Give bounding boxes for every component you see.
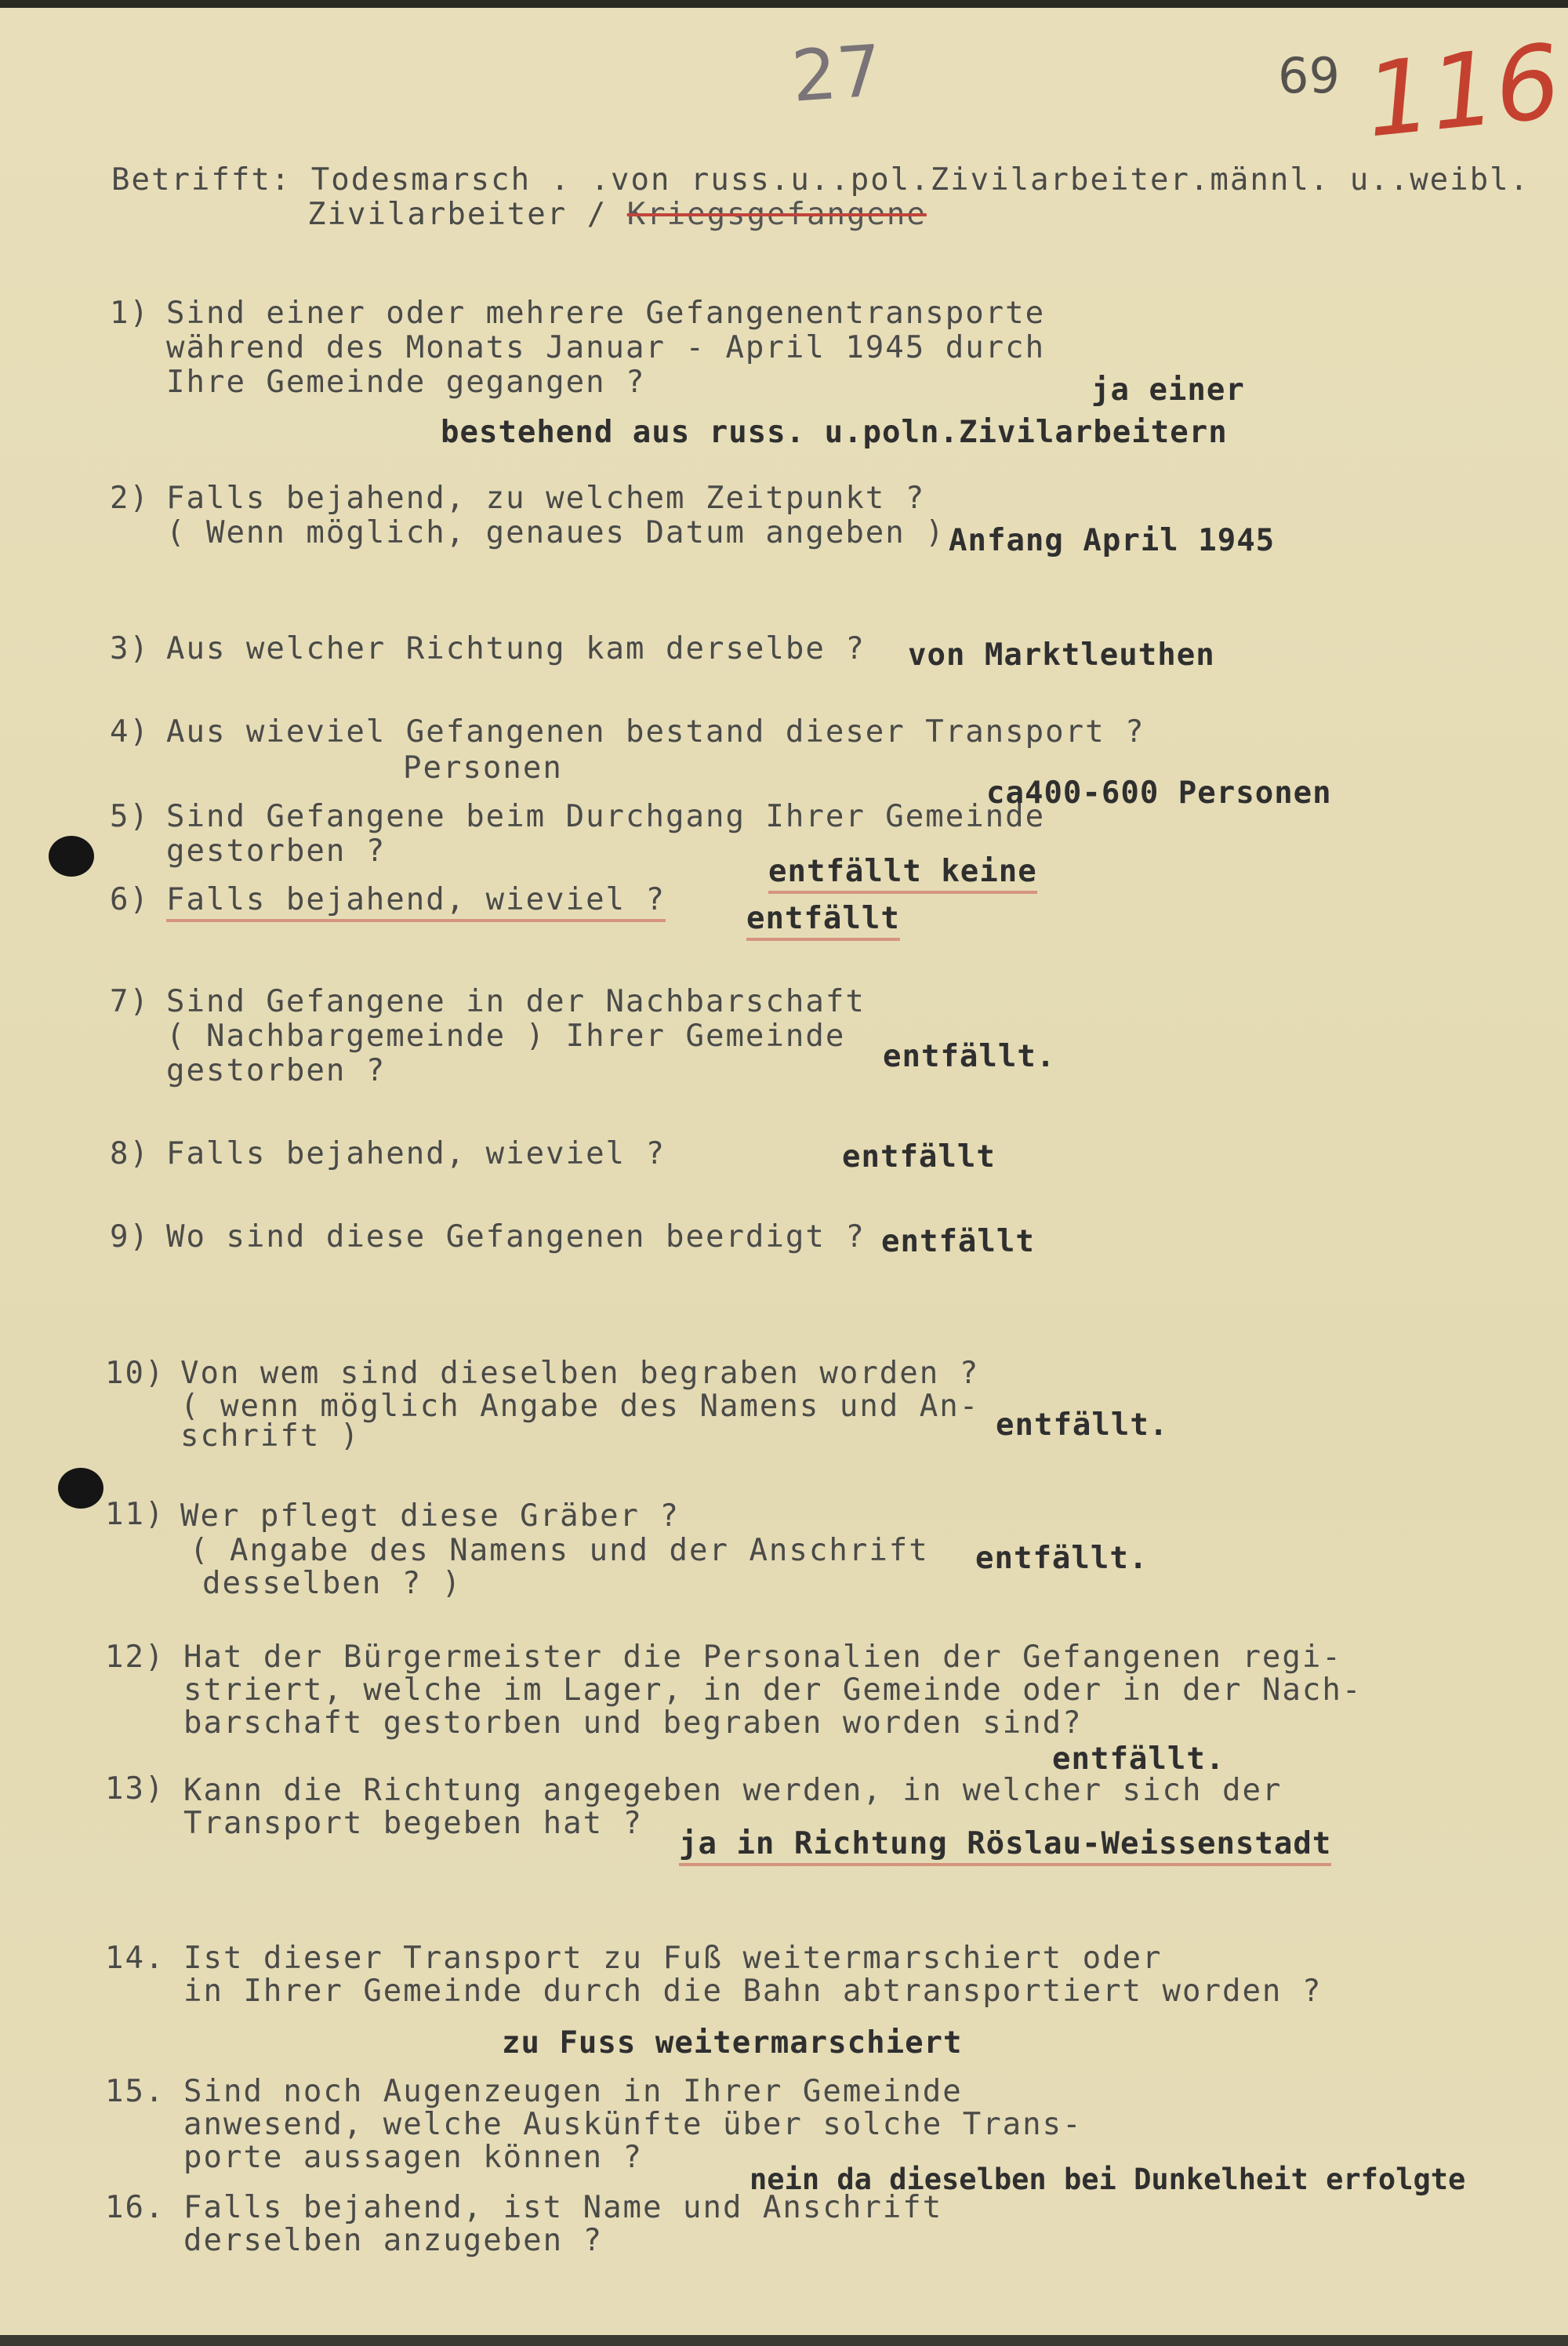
answer-text: entfällt	[746, 902, 900, 941]
answer-text: nein da dieselben bei Dunkelheit erfolgte	[750, 2163, 1466, 2196]
punch-hole-upper	[49, 836, 94, 877]
answer-text: entfällt.	[996, 1407, 1169, 1443]
scan-top-edge	[0, 0, 1568, 8]
question-line: Aus welcher Richtung kam derselbe ?	[166, 631, 866, 666]
answer-text: entfällt.	[883, 1039, 1056, 1074]
question-line: Sind noch Augenzeugen in Ihrer Gemeinde	[183, 2074, 963, 2109]
question-line: gestorben ?	[166, 833, 387, 869]
answer-text: bestehend aus russ. u.poln.Zivilarbeitern	[441, 415, 1228, 450]
question-number: 9)	[110, 1219, 150, 1255]
scan-bottom-edge	[0, 2335, 1568, 2346]
question-line: gestorben ?	[166, 1053, 387, 1088]
question-line: ( wenn möglich Angabe des Namens und An-	[180, 1389, 980, 1424]
answer-text: entfällt	[881, 1224, 1035, 1259]
question-line: Falls bejahend, zu welchem Zeitpunkt ?	[166, 481, 926, 516]
question-number: 15.	[105, 2074, 165, 2109]
question-number: 14.	[105, 1941, 165, 1976]
question-line: Sind Gefangene in der Nachbarschaft	[166, 984, 866, 1019]
question-line: Sind einer oder mehrere Gefangenentransporte	[166, 296, 1046, 331]
question-line: Ihre Gemeinde gegangen ?	[166, 365, 646, 400]
answer-text: entfällt	[842, 1139, 996, 1175]
answer-text: ca400-600 Personen	[986, 775, 1332, 811]
question-number: 6)	[110, 882, 150, 917]
question-line: Sind Gefangene beim Durchgang Ihrer Gemeinde	[166, 799, 1046, 834]
answer-text: zu Fuss weitermarschiert	[502, 2025, 963, 2061]
answer-text: ja einer	[1091, 372, 1245, 408]
question-line: Transport begeben hat ?	[183, 1806, 644, 1841]
question-line: Personen	[403, 750, 563, 786]
answer-text: entfällt.	[1052, 1741, 1225, 1777]
question-line: Kann die Richtung angegeben werden, in welcher sich der	[183, 1773, 1283, 1808]
subject-line-2	[307, 198, 927, 232]
question-line: Ist dieser Transport zu Fuß weitermarschiert oder	[183, 1941, 1163, 1976]
answer-text: ja in Richtung Röslau-Weissenstadt	[679, 1827, 1331, 1866]
question-line: Aus wieviel Gefangenen bestand dieser Transport ?	[166, 714, 1145, 750]
question-line: Wer pflegt diese Gräber ?	[180, 1498, 680, 1534]
question-line: Hat der Bürgermeister die Personalien der Gefangenen regi-	[183, 1640, 1342, 1675]
question-number: 5)	[110, 799, 150, 834]
question-line: in Ihrer Gemeinde durch die Bahn abtransportiert worden ?	[183, 1974, 1323, 2009]
question-line: anwesend, welche Auskünfte über solche Trans-	[183, 2107, 1083, 2142]
question-line: ( Wenn möglich, genaues Datum angeben )	[166, 515, 946, 550]
question-number: 16.	[105, 2190, 165, 2225]
question-line: ( Angabe des Namens und der Anschrift	[190, 1533, 929, 1568]
struck-word: Kriegsgefangene	[626, 197, 927, 232]
question-number: 3)	[110, 631, 150, 666]
answer-text: Anfang April 1945	[949, 523, 1276, 558]
question-number: 11)	[105, 1497, 165, 1532]
question-line: desselben ? )	[202, 1566, 463, 1601]
question-line: Falls bejahend, ist Name und Anschrift	[183, 2190, 943, 2225]
question-line: barschaft gestorben und begraben worden sind?	[183, 1705, 1083, 1741]
page-number: 69	[1278, 47, 1340, 104]
question-line: Von wem sind dieselben begraben worden ?	[180, 1356, 980, 1391]
question-line: Falls bejahend, wieviel ?	[166, 883, 666, 922]
question-number: 13)	[105, 1771, 165, 1807]
subject-line: Betrifft: Todesmarsch . .von russ.u..pol.Zivilarbeiter.männl. u..weibl.	[111, 162, 1530, 198]
question-number: 8)	[110, 1136, 150, 1171]
question-line: Falls bejahend, wieviel ?	[166, 1136, 666, 1171]
question-number: 1)	[110, 296, 150, 331]
answer-text: von Marktleuthen	[908, 637, 1215, 673]
question-line: porte aussagen können ?	[183, 2140, 644, 2175]
question-line: Wo sind diese Gefangenen beerdigt ?	[166, 1219, 866, 1255]
pencil-annotation: 27	[789, 30, 885, 118]
subject-prefix: Zivilarbeiter /	[307, 197, 608, 232]
question-line: derselben anzugeben ?	[183, 2223, 604, 2258]
question-number: 10)	[105, 1356, 165, 1391]
question-number: 4)	[110, 714, 150, 750]
question-line: schrift )	[180, 1418, 361, 1454]
question-number: 12)	[105, 1640, 165, 1675]
question-line: striert, welche im Lager, in der Gemeinde oder in der Nach-	[183, 1672, 1363, 1708]
answer-text: entfällt.	[975, 1541, 1149, 1576]
question-line: während des Monats Januar - April 1945 durch	[166, 330, 1046, 365]
question-number: 2)	[110, 481, 150, 516]
answer-text: entfällt keine	[768, 855, 1037, 894]
punch-hole-lower	[58, 1468, 103, 1509]
red-archive-number: 116	[1359, 21, 1566, 161]
question-number: 7)	[110, 984, 150, 1019]
question-line: ( Nachbargemeinde ) Ihrer Gemeinde	[166, 1019, 846, 1054]
